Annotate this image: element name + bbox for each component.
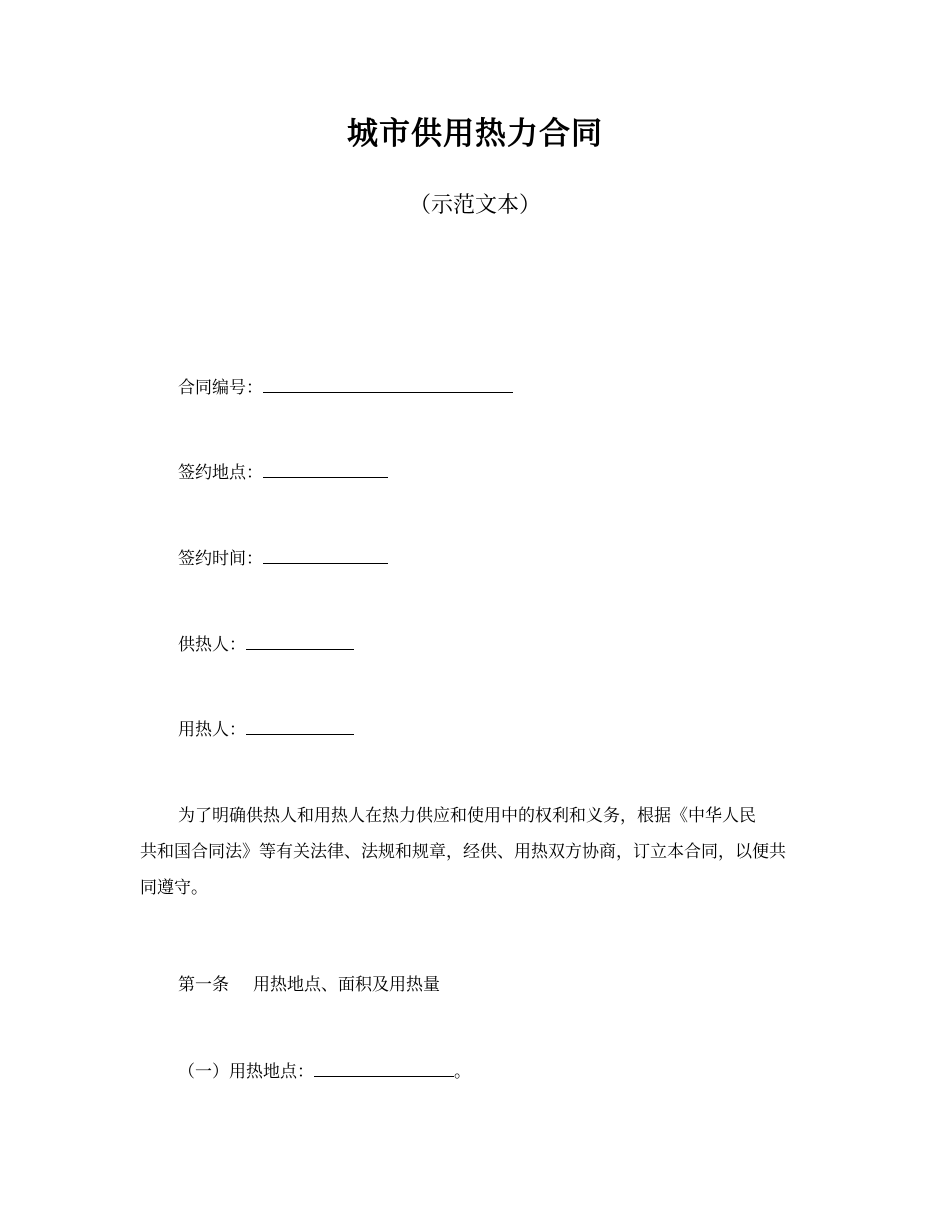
contract-number-label: 合同编号： [178, 378, 263, 398]
article-1-title: 用热地点、面积及用热量 [253, 975, 440, 995]
user-field [178, 716, 354, 743]
document-title: 城市供用热力合同 [347, 116, 603, 152]
item-1-blank [314, 1058, 454, 1077]
preamble-line-1: 为了明确供热人和用热人在热力供应和使用中的权利和义务，根据《中华人民 [178, 806, 756, 826]
document-subtitle: （示范文本） [408, 193, 541, 218]
supplier-label: 供热人： [178, 635, 246, 655]
user-label: 用热人： [178, 720, 246, 740]
sign-place-label: 签约地点： [178, 463, 263, 483]
user-blank [246, 716, 354, 735]
item-1-label: （一）用热地点： [178, 1062, 314, 1082]
contract-number-field [178, 374, 513, 401]
article-1-number: 第一条 [178, 975, 229, 995]
sign-place-blank [263, 459, 388, 478]
article-1-heading [178, 972, 440, 998]
sign-time-field [178, 545, 388, 572]
sign-time-label: 签约时间： [178, 549, 263, 569]
item-1-suffix: 。 [454, 1062, 471, 1082]
sign-place-field [178, 459, 388, 486]
supplier-blank [246, 631, 354, 650]
preamble-paragraph [140, 798, 820, 906]
sign-time-blank [263, 545, 388, 564]
preamble-line-3: 同遵守。 [140, 878, 208, 898]
preamble-line-2: 共和国合同法》等有关法律、法规和规章，经供、用热双方协商，订立本合同，以便共 [140, 842, 786, 862]
supplier-field [178, 631, 354, 658]
item-1-heat-location [178, 1058, 471, 1085]
contract-number-blank [263, 374, 513, 393]
